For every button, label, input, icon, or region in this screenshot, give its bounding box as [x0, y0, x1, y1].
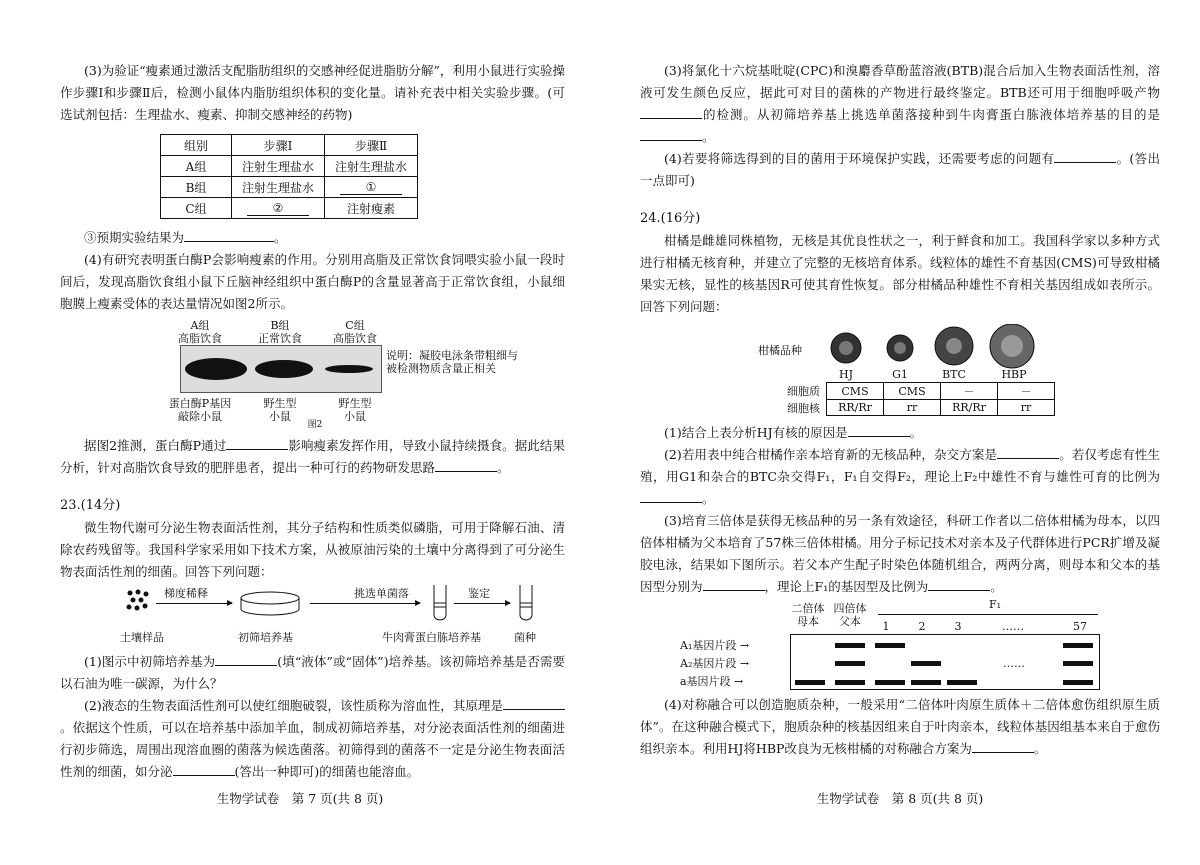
arrow-icon [156, 603, 232, 604]
gel-row-a2: A₂基因片段 → [680, 657, 750, 670]
gel-band-a [185, 358, 247, 380]
gel-band [835, 680, 865, 685]
gel-lane: …… [1002, 620, 1024, 633]
gel-mother-label: 二倍体 母本 [791, 602, 825, 628]
q23-3: (3)将氯化十六烷基吡啶(CPC)和溴麝香草酚蓝溶液(BTB)混合后加入生物表面活性剂，溶液可发生颜色反应，据此可对目的菌株的产物进行最终鉴定。BTB还可用于细胞呼吸产物的检测。从初筛培养基上挑选单菌落接种到牛肉膏蛋白胨液体培养基的目的是。 [640, 63, 1160, 144]
gel-lane: 2 [918, 620, 926, 633]
flow-pick-label: 挑选单菌落 [354, 587, 409, 600]
table-cell: C组 [161, 198, 232, 219]
gel-band [911, 680, 941, 685]
gel-band-c [325, 365, 373, 373]
q24-2: (2)若用表中纯合柑橘作亲本培育新的无核品种，杂交方案是 。若仅考虑有性生殖，用G1和杂合的BTC杂交得F₁，F₁自交得F₂，理论上F₂中雄性不育与雄性可育的比例为。 [640, 444, 1160, 510]
answer-blank[interactable] [640, 488, 702, 503]
gel-band [875, 680, 905, 685]
arrow-icon [454, 603, 510, 604]
answer-blank[interactable] [928, 576, 990, 591]
flow-diagram [120, 585, 580, 649]
table-cell [325, 177, 418, 198]
table-cell: rr [998, 400, 1055, 416]
gel-strip [180, 345, 382, 393]
answer-blank[interactable] [848, 422, 910, 437]
fig2-caption: 图2 [307, 420, 323, 430]
table-cell: 注射生理盐水 [325, 156, 418, 177]
gel-lane: 1 [882, 620, 890, 633]
table-cell: B组 [161, 177, 232, 198]
table-row [772, 400, 1055, 416]
gel-band [1063, 643, 1093, 648]
citrus-label: 柑橘品种 [758, 344, 802, 357]
q23-intro: 微生物代谢可分泌生物表面活性剂，其分子结构和性质类似磷脂，可用于降解石油、清除农药残留等。我国科学家采用如下技术方案，从被原油污染的土壤中分离得到了可分泌生物表面活性剂的细菌。回答下列问题： [60, 520, 565, 579]
answer-blank[interactable] [503, 695, 565, 710]
table-cell: 注射瘦素 [325, 198, 418, 219]
flow-identify-label: 鉴定 [468, 587, 490, 600]
table-cell: CMS [827, 383, 884, 400]
answer-blank[interactable] [226, 435, 288, 450]
table-cell: 注射生理盐水 [232, 177, 325, 198]
table-cell: 细胞核 [787, 401, 820, 415]
table-cell: CMS [884, 383, 941, 400]
citrus-name: HJ [838, 368, 853, 381]
answer-blank[interactable] [215, 651, 277, 666]
answer-blank[interactable] [640, 126, 702, 141]
q23-4: (4)若要将筛选得到的目的菌用于环境保护实践，还需要考虑的问题有 。(答出一点即可) [640, 148, 1160, 192]
answer-blank[interactable] [1054, 148, 1116, 163]
answer-blank[interactable] [997, 444, 1059, 459]
answer-blank[interactable]: ① [340, 180, 402, 195]
gel-row-a1: A₁基因片段 → [680, 639, 750, 652]
fig2-col-a: A组 高脂饮食 [178, 319, 222, 345]
table-cell [232, 198, 325, 219]
citrus-table-figure [700, 324, 1120, 420]
fig2-col-c: C组 高脂饮食 [333, 319, 377, 345]
table-cell: rr [884, 400, 941, 416]
gel-lane: 57 [1073, 620, 1087, 633]
gel-band [835, 661, 865, 666]
gel-row-a: a基因片段 → [680, 675, 744, 688]
gel-band-b [255, 360, 313, 378]
gel-band [835, 643, 865, 648]
q23-heading: 23.(14分) [60, 498, 121, 513]
right-page [600, 0, 1200, 865]
q23-1: (1)图示中初筛培养基为 (填“液体”或“固体”)培养基。该初筛培养基是否需要以石油为唯一碳源，为什么？ [60, 651, 565, 695]
table-cell: 细胞质 [787, 385, 820, 398]
answer-blank[interactable]: ② [247, 201, 309, 216]
petri-dish-icon [238, 589, 302, 621]
q22-4-text: (4)有研究表明蛋白酶P会影响瘦素的作用。分别用高脂及正常饮食饲喂实验小鼠一段时间后，发现高脂饮食组小鼠下丘脑神经组织中蛋白酶P的含量显著高于正常饮食组，小鼠细胞膜上瘦素受体的表达量情况如图2所示。 [60, 252, 565, 311]
answer-blank[interactable] [640, 104, 702, 119]
table-header: 步骤Ⅰ [232, 135, 325, 156]
gel-father-label: 四倍体 父本 [833, 602, 867, 628]
q24-1: (1)结合上表分析HJ有核的原因是 。 [640, 422, 1160, 444]
answer-blank[interactable] [184, 227, 274, 242]
table-cell: RR/Rr [827, 400, 884, 416]
experiment-table [160, 134, 418, 219]
test-tube-icon [516, 583, 536, 621]
fig2-bottom-b: 野生型 小鼠 [263, 397, 297, 423]
q24-intro: 柑橘是雌雄同株植物，无核是其优良性状之一，利于鲜食和加工。我国科学家以多种方式进行柑橘无核育种，并建立了完整的无核培育体系。线粒体的雄性不育基因(CMS)可导致柑橘果实无核，显性的核基因R可使其育性恢复。部分柑橘品种雄性不育相关基因组成如表所示。回答下列问题： [640, 233, 1160, 314]
answer-blank[interactable] [972, 738, 1034, 753]
citrus-gene-table [772, 382, 1055, 416]
citrus-name: HBP [1001, 368, 1027, 381]
fig2-bottom-a: 蛋白酶P基因 敲除小鼠 [168, 397, 232, 423]
right-footer: 生物学试卷 第 8 页(共 8 页) [816, 791, 984, 806]
q22-3-text: (3)为验证“瘦素通过激活支配脂肪组织的交感神经促进脂肪分解”，利用小鼠进行实验操作步骤Ⅰ和步骤Ⅱ后，检测小鼠体内脂肪组织体积的变化量。请补充表中相关实验步骤。(可选试剂包括：生理盐水、瘦素、抑制交感神经的药物) [60, 63, 565, 122]
figure-2-gel [140, 319, 560, 431]
table-cell: － [941, 383, 998, 400]
q24-heading: 24.(16分) [640, 211, 701, 226]
table-cell: A组 [161, 156, 232, 177]
table-row [161, 156, 418, 177]
table-cell: 注射生理盐水 [232, 156, 325, 177]
table-cell: － [998, 383, 1055, 400]
gel-band [911, 661, 941, 666]
f1-bracket [878, 614, 1098, 615]
fig2-col-b: B组 正常饮食 [258, 319, 302, 345]
gel-dots: …… [1003, 657, 1025, 670]
gel-box [790, 634, 1100, 690]
q24-3: (3)培育三倍体是获得无核品种的另一条有效途径，科研工作者以二倍体柑橘为母本，以四倍体柑橘为父本培育了57株三倍体柑橘。用分子标记技术对亲本及子代群体进行PCR扩增及凝胶电泳，结果如下图所示。若父本产生配子时染色体随机组合，两两分离，则母本和父本的基因型分别为 ，理论上F₁的基因型及比例为 。 [640, 513, 1160, 594]
gel-band [795, 680, 825, 685]
gel-lane: 3 [954, 620, 962, 633]
flow-strain-label: 菌种 [514, 631, 536, 644]
gel-band [947, 680, 977, 685]
citrus-name: BTC [942, 368, 966, 381]
q22-4-infer: 据图2推测，蛋白酶P通过 影响瘦素发挥作用，导致小鼠持续摄食。据此结果分析，针对高脂饮食导致的肥胖患者，提出一种可行的药物研发思路 。 [60, 435, 565, 479]
flow-broth-label: 牛肉膏蛋白胨培养基 [382, 631, 481, 644]
gel-band [875, 643, 905, 648]
table-cell: RR/Rr [941, 400, 998, 416]
soil-sample-icon [124, 587, 154, 613]
arrow-icon [310, 603, 420, 604]
table-row [772, 383, 1055, 400]
flow-dilute-label: 梯度稀释 [164, 587, 208, 600]
gel-band [1063, 661, 1093, 666]
fig2-note: 说明：凝胶电泳条带粗细与 被检测物质含量正相关 [386, 349, 518, 375]
gel-f1-label: F₁ [988, 598, 1002, 611]
table-header: 步骤Ⅱ [325, 135, 418, 156]
gel-band [1063, 680, 1093, 685]
left-footer: 生物学试卷 第 7 页(共 8 页) [216, 791, 384, 806]
table-row [161, 177, 418, 198]
q22-3-result: ③预期实验结果为 。 [60, 227, 565, 249]
fig2-bottom-c: 野生型 小鼠 [338, 397, 372, 423]
answer-blank[interactable] [173, 761, 235, 776]
q23-2: (2)液态的生物表面活性剂可以使红细胞破裂，该性质称为溶血性，其原理是。依据这个性质，可以在培养基中添加羊血，制成初筛培养基，对分泌表面活性剂的细菌进行初步筛选，周围出现溶血圈的菌落为候选菌落。初筛得到的菌落不一定是分泌生物表面活性剂的细菌，如分泌 (答出一种即可)的细菌也能溶血。 [60, 695, 565, 783]
q24-4: (4)对称融合可以创造胞质杂种，一般采用“二倍体叶肉原生质体＋二倍体愈伤组织原生质体”。在这种融合模式下，胞质杂种的核基因组来自于叶肉亲本，线粒体基因组基本来自于愈伤组织亲本。利用HJ将HBP改良为无核柑橘的对称融合方案为 。 [640, 697, 1160, 756]
flow-soil-label: 土壤样品 [120, 631, 164, 644]
test-tube-icon [430, 583, 450, 621]
table-header: 组别 [161, 135, 232, 156]
answer-blank[interactable] [435, 457, 497, 472]
pcr-gel-figure [680, 598, 1140, 688]
citrus-name: G1 [892, 368, 908, 381]
table-row [161, 198, 418, 219]
answer-blank[interactable] [703, 576, 765, 591]
flow-primary-label: 初筛培养基 [238, 631, 293, 644]
